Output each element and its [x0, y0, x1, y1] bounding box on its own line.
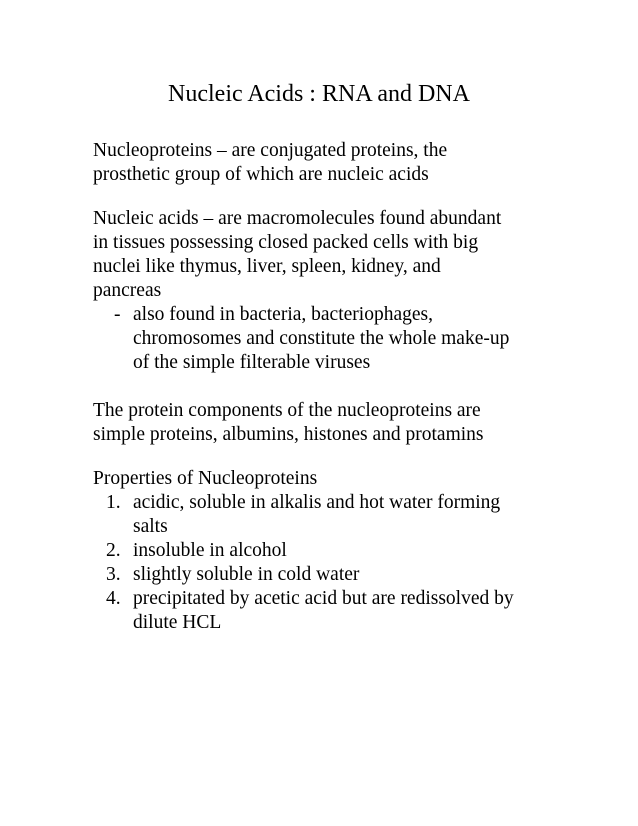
- text-line: pancreas: [93, 280, 162, 301]
- bullet-text: also found in bacteria, bacteriophages,: [133, 304, 433, 325]
- item-text: acidic, soluble in alkalis and hot water forming: [133, 492, 501, 513]
- text-line: salts: [133, 516, 168, 537]
- document-title: Nucleic Acids : RNA and DNA: [168, 81, 470, 107]
- text-line: Nucleoproteins – are conjugated proteins, the: [93, 140, 448, 161]
- list-number: 2.: [106, 540, 121, 561]
- text-line: simple proteins, albumins, histones and protamins: [93, 424, 484, 445]
- text-line: [93, 563, 613, 587]
- text-line: The protein components of the nucleoproteins are: [93, 400, 481, 421]
- list-number: 1.: [106, 492, 121, 513]
- item-text: precipitated by acetic acid but are redissolved by: [133, 588, 514, 609]
- text-line: Nucleic acids – are macromolecules found abundant: [93, 208, 502, 229]
- text-line: in tissues possessing closed packed cells with big: [93, 232, 479, 253]
- dash-marker: -: [114, 304, 121, 325]
- list-number: 4.: [106, 588, 121, 609]
- numbered-list-item: [93, 539, 613, 563]
- text-line: prosthetic group of which are nucleic acids: [93, 164, 429, 185]
- nucleic-acids-definition: [93, 207, 613, 375]
- text-line: of the simple filterable viruses: [133, 352, 371, 373]
- nucleoproteins-definition: [93, 139, 613, 187]
- text-line: [93, 587, 613, 611]
- numbered-list-item: [93, 563, 613, 587]
- text-line: chromosomes and constitute the whole make-up: [133, 328, 510, 349]
- protein-components-paragraph: [93, 399, 613, 447]
- item-text: insoluble in alcohol: [133, 540, 287, 561]
- text-line: [93, 539, 613, 563]
- numbered-list-item: [93, 587, 613, 635]
- text-line: nuclei like thymus, liver, spleen, kidney, and: [93, 256, 441, 277]
- properties-section: [93, 467, 613, 635]
- text-line: dilute HCL: [133, 612, 222, 633]
- item-text: slightly soluble in cold water: [133, 564, 360, 585]
- dash-list-item: [93, 303, 613, 375]
- numbered-list-item: [93, 491, 613, 539]
- properties-heading: Properties of Nucleoproteins: [93, 468, 318, 489]
- text-line: [93, 491, 613, 515]
- text-line: [93, 303, 613, 327]
- list-number: 3.: [106, 564, 121, 585]
